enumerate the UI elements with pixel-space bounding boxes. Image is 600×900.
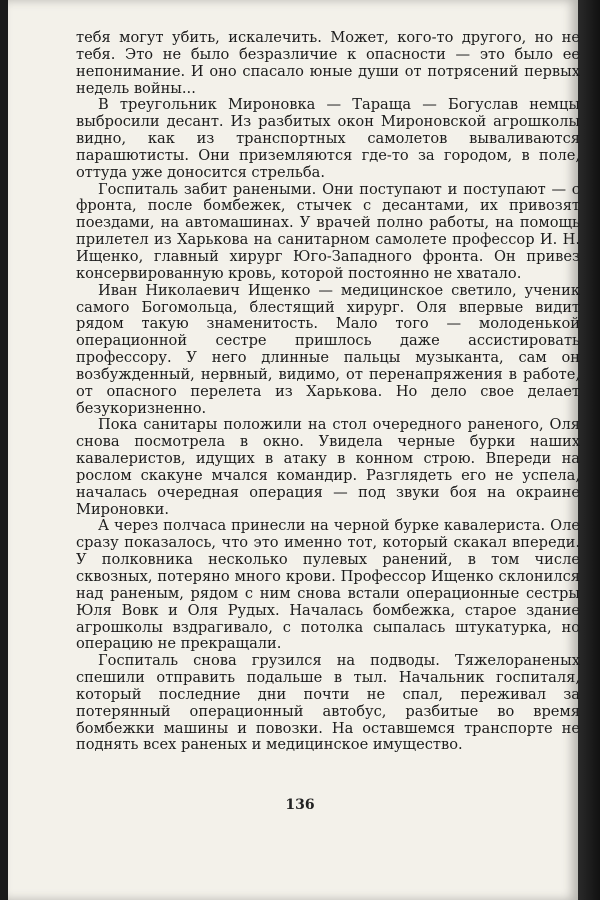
paragraph-2: В треугольник Мироновка — Тараща — Богуслав немцы выбросили десант. Из разбитых окон Мироновской агрошколы видно, как из транспортных самолетов вываливаются парашютисты. Они приземляются где-то за городом, в поле, оттуда уже доносится стрельба. <box>76 96 580 181</box>
body-text <box>76 30 580 754</box>
book-spine <box>578 0 600 900</box>
paragraph-6: А через полчаса принесли на черной бурке кавалериста. Оле сразу показалось, что это именно тот, который скакал впереди. У полковника несколько пулевых ранений, в том числе сквозных, потеряно много крови. Профессор Ищенко склонился над раненым, рядом с ним снова встали операционные сестры Юля Вовк и Оля Рудых. Началась бомбежка, старое здание агрошколы вздрагивало, с потолка сыпалась штукатурка, но операцию не прекращали. <box>76 517 580 653</box>
paragraph-4: Иван Николаевич Ищенко — медицинское светило, ученик самого Богомольца, блестящий хирург. Оля впервые видит рядом такую знаменитость. Мало того — молоденькой операционной сестре пришлось даже ассистировать профессору. У него длинные пальцы музыканта, сам он возбужденный, нервный, видимо, от перенапряжения в работе, от опасного перелета из Харькова. Но дело свое делает безукоризненно. <box>76 281 580 417</box>
paragraph-7: Госпиталь снова грузился на подводы. Тяжелораненых спешили отправить подальше в тыл. Начальник госпиталя, который последние дни почти не спал, переживал за потерянный операционный автобус, разбитые во время бомбежки машины и повозки. На оставшемся транспорте не поднять всех раненых и медицинское имущество. <box>76 652 580 754</box>
paragraph-5: Пока санитары положили на стол очередного раненого, Оля снова посмотрела в окно. Увидела черные бурки наших кавалеристов, идущих в атаку в конном строю. Впереди на рослом скакуне мчался командир. Разглядеть его не успела, началась очередная операция — под звуки боя на окраине Мироновки. <box>76 416 580 518</box>
page-number: 136 <box>285 797 315 813</box>
paragraph-1: тебя могут убить, искалечить. Может, кого-то другого, но не тебя. Это не было безразличие к опасности — это было ее непонимание. И оно спасало юные души от потрясений первых недель войны... <box>76 29 580 97</box>
paragraph-3: Госпиталь забит ранеными. Они поступают и поступают — с фронта, после бомбежек, стычек с десантами, их привозят поездами, на автомашинах. У врачей полно работы, на помощь прилетел из Харькова на санитарном самолете профессор И. Н. Ищенко, главный хирург Юго-Западного фронта. Он привез консервированную кровь, которой постоянно не хватало. <box>76 180 580 282</box>
